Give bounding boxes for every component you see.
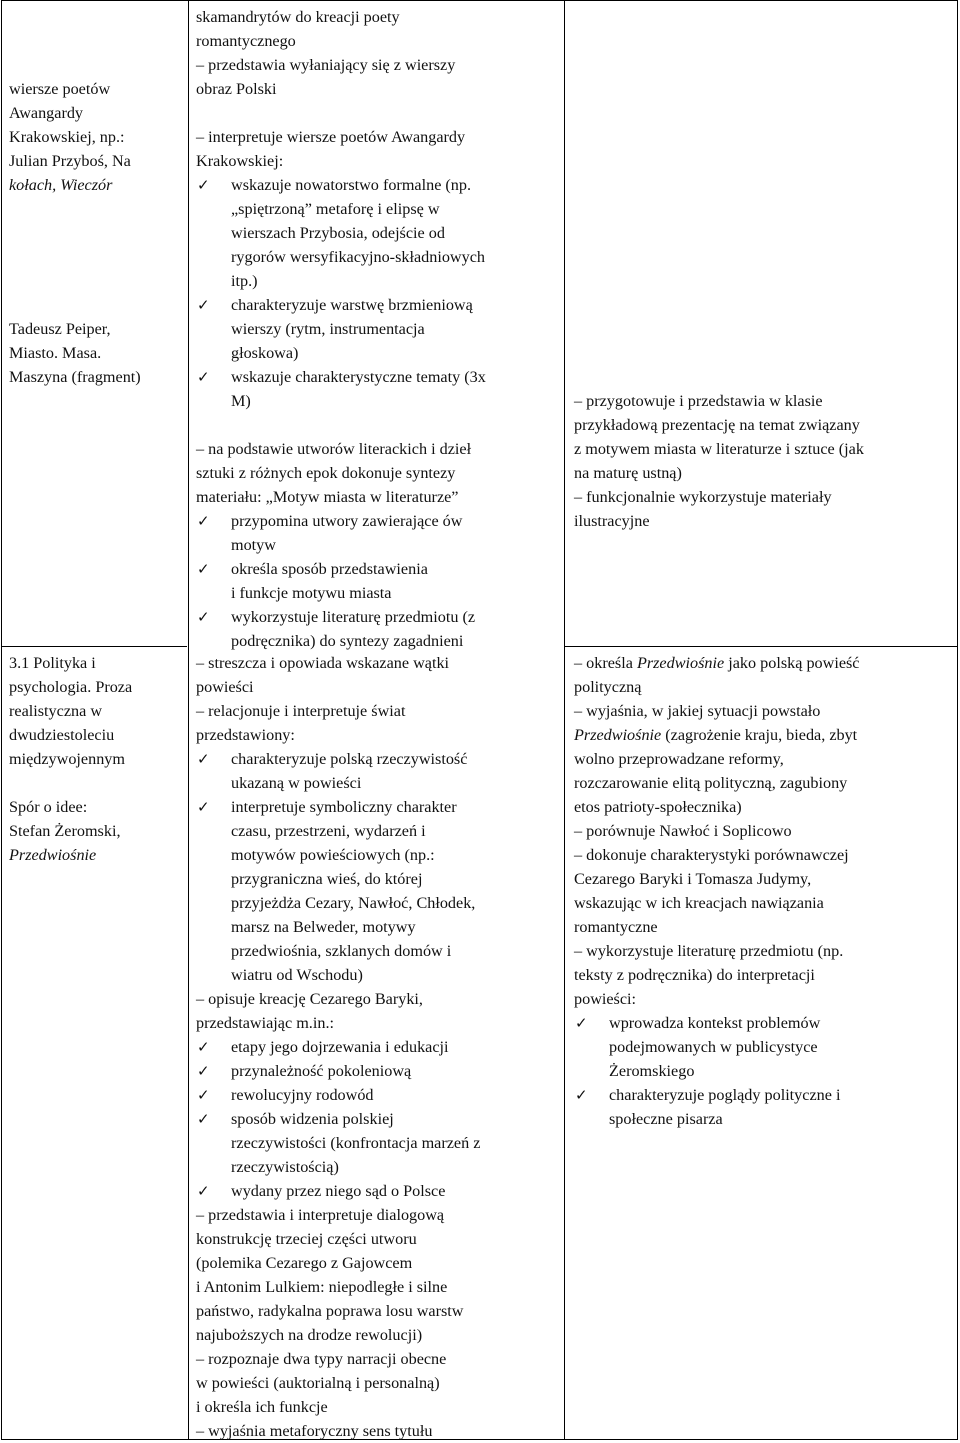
row1-topic-cell: [9, 77, 187, 389]
checklist-text: motyw: [231, 536, 276, 554]
text-line: i Antonim Lulkiem: niepodległe i silne: [196, 1278, 448, 1296]
checklist-swiat-przedstawiony: [196, 747, 561, 987]
checklist-text: i funkcje motywu miasta: [231, 584, 392, 602]
checklist-item: [574, 1083, 954, 1131]
checklist-item: [196, 557, 561, 605]
checklist-text: itp.): [231, 272, 258, 290]
text-line: Maszyna (fragment): [9, 368, 141, 386]
text-line: na maturę ustną): [574, 464, 682, 482]
text-line: rozczarowanie elitą polityczną, zagubiony: [574, 774, 848, 792]
checklist-item: [196, 365, 561, 413]
checkmark-icon: ✓: [197, 560, 210, 578]
extended-line: – wyjaśnia, w jakiej sytuacji powstało: [574, 702, 821, 720]
extended-line: polityczną: [574, 678, 642, 696]
text-line: państwo, radykalna poprawa losu warstw: [196, 1302, 464, 1320]
checklist-item: [196, 1107, 561, 1179]
text-line: sztuki z różnych epok dokonuje syntezy: [196, 464, 456, 482]
text-line: wolno przeprowadzane reformy,: [574, 750, 784, 768]
text-line: (polemika Cezarego z Gajowcem: [196, 1254, 413, 1272]
checklist-text: wskazuje charakterystyczne tematy (3x: [231, 368, 486, 386]
checklist-text: społeczne pisarza: [609, 1110, 723, 1128]
requirement-narracja: [196, 1347, 561, 1419]
row2-basic-requirements-cell: [196, 651, 561, 1443]
checklist-text: rzeczywistości (konfrontacja marzeń z: [231, 1134, 481, 1152]
column-divider: [564, 1, 565, 1439]
checklist-text: przygraniczna wieś, do której: [231, 870, 423, 888]
text-line: przykładową prezentację na temat związany: [574, 416, 860, 434]
text-line: materiału: „Motyw miasta w literaturze”: [196, 488, 459, 506]
text-line: przedstawiając m.in.:: [196, 1014, 334, 1032]
requirement-intro: [196, 5, 561, 53]
text-line: Awangardy: [9, 104, 84, 122]
checklist-text: charakteryzuje warstwę brzmieniową: [231, 296, 473, 314]
text-line: teksty z podręcznika) do interpretacji: [574, 966, 815, 984]
checklist-text: rzeczywistością): [231, 1158, 339, 1176]
checklist-item: [196, 1059, 561, 1083]
text-line: – rozpoznaje dwa typy narracji obecne: [196, 1350, 447, 1368]
text-line: najuboższych na drodze rewolucji): [196, 1326, 423, 1344]
extended-requirements-list: [574, 389, 954, 533]
requirement-streszcza: [196, 651, 561, 699]
checkmark-icon: ✓: [575, 1014, 588, 1032]
checklist-item: [196, 747, 561, 795]
row2-topic-cell: [9, 651, 187, 867]
checklist-text: ukazaną w powieści: [231, 774, 362, 792]
text-line: etos patrioty-społecznika): [574, 798, 742, 816]
topic-awangarda-titles: kołach, Wieczór: [9, 176, 113, 194]
checklist-item: [574, 1011, 954, 1083]
checklist-text: określa sposób przedstawienia: [231, 560, 428, 578]
checklist-item: [196, 1179, 561, 1203]
text-line: – wykorzystuje literaturę przedmiotu (np.: [574, 942, 844, 960]
text-line: – streszcza i opowiada wskazane wątki: [196, 654, 450, 672]
checklist-text: Żeromskiego: [609, 1062, 695, 1080]
text-line: konstrukcję trzeciej części utworu: [196, 1230, 417, 1248]
text-line: – przygotowuje i przedstawia w klasie: [574, 392, 823, 410]
checkmark-icon: ✓: [197, 512, 210, 530]
requirement-interpretuje-awangarda: [196, 125, 561, 173]
requirement-kreacja-baryki: [196, 987, 561, 1035]
text-line: Tadeusz Peiper,: [9, 320, 111, 338]
requirement-polska-obraz: [196, 53, 561, 101]
checklist-text: charakteryzuje poglądy polityczne i: [609, 1086, 841, 1104]
checklist-text: wykorzystuje literaturę przedmiotu (z: [231, 608, 476, 626]
text-line: przedstawiony:: [196, 726, 295, 744]
checklist-text: wierszy (rytm, instrumentacja: [231, 320, 425, 338]
text-line: – wyjaśnia metaforyczny sens tytułu: [196, 1422, 433, 1440]
checkmark-icon: ✓: [197, 1038, 210, 1056]
text-line: w powieści (auktorialną i personalną): [196, 1374, 440, 1392]
requirement-konstrukcja-dialogowa: [196, 1203, 561, 1347]
text-line: 3.1 Polityka i: [9, 654, 96, 672]
text-line: Stefan Żeromski,: [9, 822, 121, 840]
text-line: romantycznego: [196, 32, 296, 50]
topic-polityka-psychologia: [9, 651, 187, 771]
text-line: – funkcjonalnie wykorzystuje materiały: [574, 488, 832, 506]
checkmark-icon: ✓: [197, 750, 210, 768]
text-line: – porównuje Nawłoć i Soplicowo: [574, 822, 792, 840]
checklist-text: przypomina utwory zawierające ów: [231, 512, 463, 530]
text-line: – dokonuje charakterystyki porównawczej: [574, 846, 849, 864]
checkmark-icon: ✓: [197, 176, 210, 194]
checklist-text: charakteryzuje polską rzeczywistość: [231, 750, 468, 768]
text-line: realistyczna w: [9, 702, 103, 720]
row1-extended-requirements-cell: [574, 389, 954, 533]
text-line: ilustracyjne: [574, 512, 650, 530]
text-line: obraz Polski: [196, 80, 277, 98]
checklist-item: [196, 795, 561, 987]
checklist-text: M): [231, 392, 251, 410]
checklist-text: przedwiośnia, szklanych domów i: [231, 942, 452, 960]
checklist-item: [196, 173, 561, 293]
checklist-text: motywów powieściowych (np.:: [231, 846, 435, 864]
topic-peiper: [9, 317, 187, 389]
checklist-text: wierszach Przybosia, odejście od: [231, 224, 445, 242]
text-line: – opisuje kreację Cezarego Baryki,: [196, 990, 423, 1008]
checkmark-icon: ✓: [197, 1062, 210, 1080]
text-line: – relacjonuje i interpretuje świat: [196, 702, 406, 720]
checklist-kontekst: [574, 1011, 954, 1131]
checkmark-icon: ✓: [197, 798, 210, 816]
checklist-text: wprowadza kontekst problemów: [609, 1014, 821, 1032]
checklist-text: podejmowanych w publicystyce: [609, 1038, 818, 1056]
text-line: romantyczne: [574, 918, 658, 936]
checklist-text: czasu, przestrzeni, wydarzeń i: [231, 822, 426, 840]
text-line: Krakowskiej, np.:: [9, 128, 125, 146]
text-line: międzywojennym: [9, 750, 125, 768]
checklist-text: wskazuje nowatorstwo formalne (np.: [231, 176, 472, 194]
text-line: skamandrytów do kreacji poety: [196, 8, 400, 26]
row2-extended-requirements-cell: [574, 651, 954, 1131]
checkmark-icon: ✓: [575, 1086, 588, 1104]
text-line: Miasto. Masa.: [9, 344, 102, 362]
checkmark-icon: ✓: [197, 608, 210, 626]
checkmark-icon: ✓: [197, 1182, 210, 1200]
row1-basic-requirements-cell: [196, 5, 561, 653]
text-line: Spór o idee:: [9, 798, 88, 816]
checkmark-icon: ✓: [197, 296, 210, 314]
checklist-text: rygorów wersyfikacyjno-składniowych: [231, 248, 485, 266]
topic-zeromski: [9, 795, 187, 843]
checklist-item: [196, 1035, 561, 1059]
row-divider: [2, 646, 187, 647]
checklist-miasto: [196, 509, 561, 653]
checklist-item: [196, 293, 561, 365]
checklist-text: podręcznika) do syntezy zagadnieni: [231, 632, 464, 650]
checklist-baryka: [196, 1035, 561, 1203]
text-line: – przedstawia wyłaniający się z wierszy: [196, 56, 456, 74]
checklist-item: [196, 1083, 561, 1107]
column-divider: [188, 1, 189, 1439]
checkmark-icon: ✓: [197, 1110, 210, 1128]
requirement-synteza-miasto: [196, 437, 561, 509]
extended-okresla-powiesc: – określa Przedwiośnie jako polską powieść: [574, 654, 860, 672]
extended-line: Przedwiośnie (zagrożenie kraju, bieda, zbyt: [574, 726, 858, 744]
checklist-item: [196, 605, 561, 653]
extended-requirements-list: [574, 747, 954, 1011]
topic-przedwiosnie-title: Przedwiośnie: [9, 846, 97, 864]
text-line: wskazując w ich kreacjach nawiązania: [574, 894, 824, 912]
checklist-text: przyjeżdża Cezary, Nawłoć, Chłodek,: [231, 894, 476, 912]
topic-awangarda: [9, 77, 187, 173]
checklist-text: interpretuje symboliczny charakter: [231, 798, 457, 816]
requirement-tytul: [196, 1419, 561, 1443]
checkmark-icon: ✓: [197, 368, 210, 386]
text-line: Julian Przyboś, Na: [9, 152, 131, 170]
requirement-relacjonuje: [196, 699, 561, 747]
text-line: – na podstawie utworów literackich i dzieł: [196, 440, 472, 458]
checklist-item: [196, 509, 561, 557]
checklist-text: „spiętrzoną” metaforę i elipsę w: [231, 200, 440, 218]
checklist-text: głoskowa): [231, 344, 299, 362]
text-line: dwudziestoleciu: [9, 726, 115, 744]
checklist-text: wydany przez niego sąd o Polsce: [231, 1182, 446, 1200]
text-line: psychologia. Proza: [9, 678, 133, 696]
checklist-text: etapy jego dojrzewania i edukacji: [231, 1038, 449, 1056]
text-line: powieści:: [574, 990, 637, 1008]
row-divider: [564, 646, 957, 647]
checklist-text: wiatru od Wschodu): [231, 966, 363, 984]
text-line: – przedstawia i interpretuje dialogową: [196, 1206, 445, 1224]
checkmark-icon: ✓: [197, 1086, 210, 1104]
text-line: wiersze poetów: [9, 80, 111, 98]
checklist-text: przynależność pokoleniową: [231, 1062, 412, 1080]
checklist-text: marsz na Belweder, motywy: [231, 918, 416, 936]
checklist-text: rewolucyjny rodowód: [231, 1086, 374, 1104]
text-line: i określa ich funkcje: [196, 1398, 328, 1416]
checklist-text: sposób widzenia polskiej: [231, 1110, 394, 1128]
text-line: Cezarego Baryki i Tomasza Judymy,: [574, 870, 812, 888]
text-line: powieści: [196, 678, 254, 696]
text-line: z motywem miasta w literaturze i sztuce (jak: [574, 440, 864, 458]
text-line: Krakowskiej:: [196, 152, 284, 170]
text-line: – interpretuje wiersze poetów Awangardy: [196, 128, 466, 146]
checklist-awangarda: [196, 173, 561, 413]
